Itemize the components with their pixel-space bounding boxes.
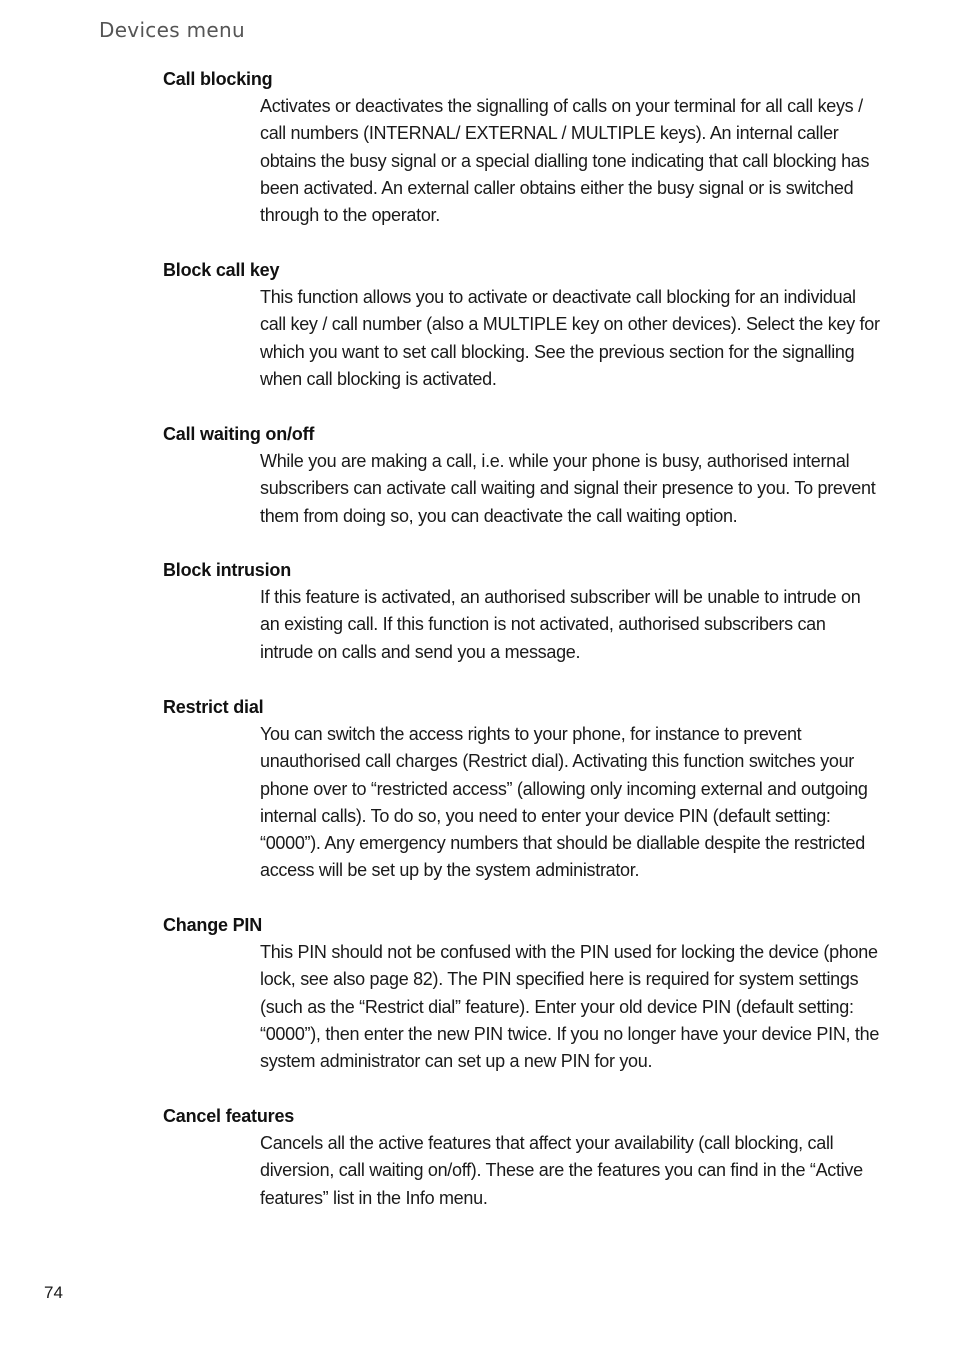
section-body: Cancels all the active features that affect your availability (call blocking, call diversion, call waiting on/off). These are the features you can find in the “Active features” list in the Info menu. — [260, 1133, 863, 1208]
section-body: This function allows you to activate or deactivate call blocking for an individual call key / call number (also a MULTIPLE key on other devices). Select the key for which you want to set call blocking. See the previous section for the signalling when call blocking is activated. — [260, 287, 880, 389]
page-number: 74 — [44, 1283, 63, 1302]
section-call-waiting — [163, 421, 883, 530]
section-title: Block call key — [163, 260, 280, 280]
section-cancel-features — [163, 1103, 883, 1212]
section-title: Cancel features — [163, 1106, 295, 1126]
section-title: Restrict dial — [163, 697, 264, 717]
section-change-pin — [163, 912, 883, 1075]
section-body: Activates or deactivates the signalling of calls on your terminal for all call keys / call numbers (INTERNAL/ EXTERNAL / MULTIPLE keys). An internal caller obtains the busy signal or a special dialling tone indicating that call blocking has been activated. An external caller obtains either the busy signal or is switched through to the operator. — [260, 96, 870, 226]
section-body: If this feature is activated, an authorised subscriber will be unable to intrude on an existing call. If this function is not activated, authorised subscribers can intrude on calls and send you a message. — [260, 587, 861, 662]
section-body: You can switch the access rights to your phone, for instance to prevent unauthorised call charges (Restrict dial). Activating this function switches your phone over to “restricted access” (allowing only incoming external and outgoing internal calls). To do so, you need to enter your device PIN (default setting: “0000”). Any emergency numbers that should be diallable despite the restricted access will be set up by the system administrator. — [260, 724, 868, 881]
section-restrict-dial — [163, 694, 883, 885]
section-body: While you are making a call, i.e. while your phone is busy, authorised internal subscribers can activate call waiting and signal their presence to you. To prevent them from doing so, you can deactivate the call waiting option. — [260, 451, 876, 526]
section-block-call-key — [163, 257, 883, 393]
section-title: Call blocking — [163, 69, 273, 89]
section-title: Block intrusion — [163, 560, 292, 580]
section-title: Change PIN — [163, 915, 263, 935]
section-call-blocking — [163, 66, 883, 229]
section-body: This PIN should not be confused with the PIN used for locking the device (phone lock, see also page 82). The PIN specified here is required for system settings (such as the “Restrict dial” feature). Enter your old device PIN (default setting: “0000”), then enter the new PIN twice. If you no longer have your device PIN, the system administrator can set up a new PIN for you. — [260, 942, 880, 1072]
section-title: Call waiting on/off — [163, 424, 315, 444]
section-block-intrusion — [163, 557, 883, 666]
running-header: Devices menu — [99, 18, 245, 42]
